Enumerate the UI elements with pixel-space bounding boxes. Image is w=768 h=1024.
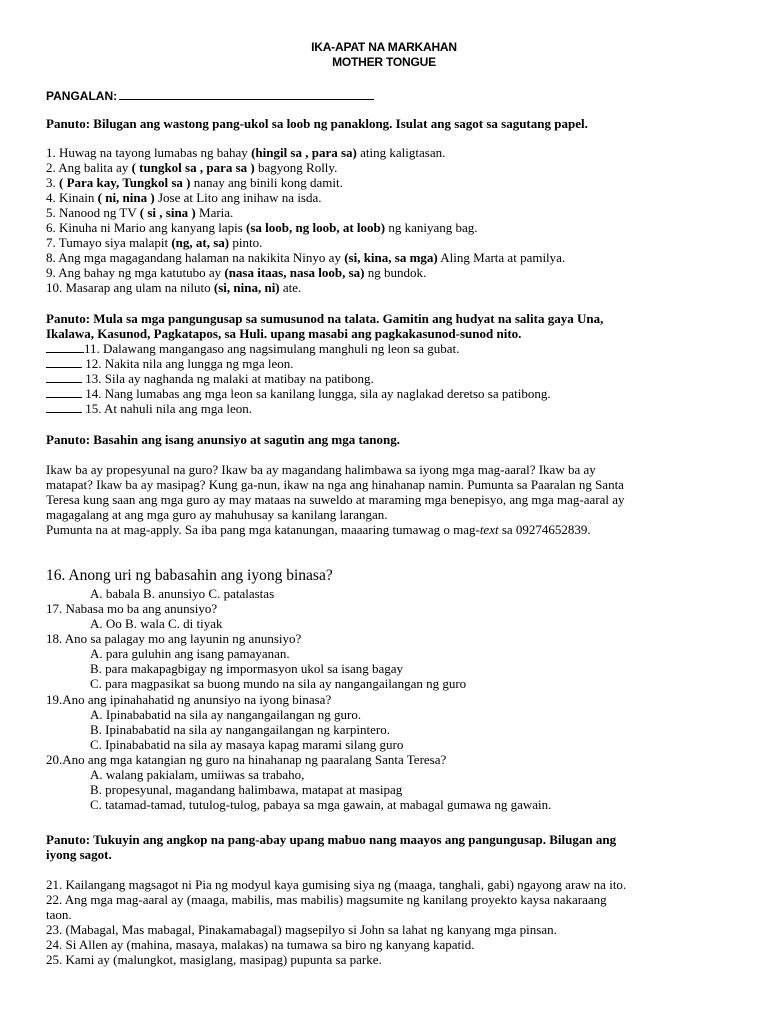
answer-blank[interactable] bbox=[46, 357, 82, 368]
section4-directions-line2: iyong sagot. bbox=[46, 847, 112, 862]
name-label: PANGALAN: bbox=[46, 89, 118, 103]
option-c: C. para magpasikat sa buong mundo na sila ay nangangailangan ng guro bbox=[90, 676, 467, 691]
list-item: 3. ( Para kay, Tungkol sa ) nanay ang binili kong damit. bbox=[46, 175, 343, 190]
question-22-cont: taon. bbox=[46, 907, 72, 922]
question-23: 23. (Mabagal, Mas mabagal, Pinakamabagal) magsepilyo si John sa lahat ng kanyang mga pinsan. bbox=[46, 922, 557, 937]
question-16: 16. Anong uri ng babasahin ang iyong binasa? bbox=[46, 567, 333, 584]
list-item: 12. Nakita nila ang lungga ng mga leon. bbox=[46, 356, 294, 371]
option-b: B. Ipinababatid na sila ay nangangailangan ng karpintero. bbox=[90, 722, 390, 737]
answer-blank[interactable] bbox=[46, 372, 82, 383]
quarter-title: IKA-APAT NA MARKAHAN bbox=[311, 40, 457, 54]
question-18: 18. Ano sa palagay mo ang layunin ng anunsiyo? bbox=[46, 631, 302, 646]
ad-line: magagalang at ang mga guro ay mahuhusay sa kanilang larangan. bbox=[46, 507, 388, 522]
question-25: 25. Kami ay (malungkot, masiglang, masipag) pupunta sa parke. bbox=[46, 952, 382, 967]
name-field[interactable] bbox=[46, 88, 374, 103]
list-item: 10. Masarap ang ulam na niluto (si, nina, ni) ate. bbox=[46, 280, 302, 295]
ad-line: matapat? Ikaw ba ay masipag? Kung ga-nun, ikaw na nga ang hinahanap namin. Pumunta sa Paaralan ng Santa bbox=[46, 477, 624, 492]
question-17-options: A. Oo B. wala C. di tiyak bbox=[90, 616, 223, 631]
option-a: A. para guluhin ang isang pamayanan. bbox=[90, 646, 290, 661]
section1-directions: Panuto: Bilugan ang wastong pang-ukol sa loob ng panaklong. Isulat ang sagot sa sagutang papel. bbox=[46, 116, 588, 131]
list-item: 15. At nahuli nila ang mga leon. bbox=[46, 401, 252, 416]
name-blank-line[interactable] bbox=[119, 88, 374, 100]
option-a: A. Ipinababatid na sila ay nangangailangan ng guro. bbox=[90, 707, 362, 722]
ad-line: Pumunta na at mag-apply. Sa iba pang mga katanungan, maaaring tumawag o mag-text sa 09274652839. bbox=[46, 522, 591, 537]
list-item: 6. Kinuha ni Mario ang kanyang lapis (sa loob, ng loob, at loob) ng kaniyang bag. bbox=[46, 220, 478, 235]
section4-directions-line1: Panuto: Tukuyin ang angkop na pang-abay upang mabuo nang maayos ang pangungusap. Bilugan ang bbox=[46, 832, 617, 847]
option-c: C. tatamad-tamad, tutulog-tulog, pabaya sa mga gawain, at mabagal gumawa ng gawain. bbox=[90, 797, 552, 812]
answer-blank[interactable] bbox=[46, 342, 84, 353]
option-a: A. walang pakialam, umiiwas sa trabaho, bbox=[90, 767, 305, 782]
option-c: C. Ipinababatid na sila ay masaya kapag marami silang guro bbox=[90, 737, 404, 752]
list-item: 11. Dalawang mangangaso ang nagsimulang manghuli ng leon sa gubat. bbox=[46, 341, 459, 356]
list-item: 8. Ang mga magagandang halaman na nakikita Ninyo ay (si, kina, sa mga) Aling Marta at pamilya. bbox=[46, 250, 566, 265]
section3-directions: Panuto: Basahin ang isang anunsiyo at sagutin ang mga tanong. bbox=[46, 432, 400, 447]
list-item: 9. Ang bahay ng mga katutubo ay (nasa itaas, nasa loob, sa) ng bundok. bbox=[46, 265, 427, 280]
option-b: B. propesyunal, magandang halimbawa, matapat at masipag bbox=[90, 782, 403, 797]
list-item: 5. Nanood ng TV ( si , sina ) Maria. bbox=[46, 205, 234, 220]
section2-directions-line1: Panuto: Mula sa mga pangungusap sa sumusunod na talata. Gamitin ang hudyat na salita gaya Una, bbox=[46, 311, 604, 326]
question-19: 19.Ano ang ipinahahatid ng anunsiyo na iyong binasa? bbox=[46, 692, 332, 707]
answer-blank[interactable] bbox=[46, 387, 82, 398]
question-21: 21. Kailangang magsagot ni Pia ng modyul kaya gumising siya ng (maaga, tanghali, gabi) ngayong araw na ito. bbox=[46, 877, 627, 892]
question-20: 20.Ano ang mga katangian ng guro na hinahanap ng paaralang Santa Teresa? bbox=[46, 752, 447, 767]
list-item: 14. Nang lumabas ang mga leon sa kanilang lungga, sila ay naglakad deretso sa patibong. bbox=[46, 386, 551, 401]
list-item: 7. Tumayo siya malapit (ng, at, sa) pinto. bbox=[46, 235, 263, 250]
list-item: 13. Sila ay naghanda ng malaki at matibay na patibong. bbox=[46, 371, 374, 386]
question-22: 22. Ang mga mag-aaral ay (maaga, mabilis, mas mabilis) magsumite ng kanilang proyekto kaysa nakaraang bbox=[46, 892, 607, 907]
question-24: 24. Si Allen ay (mahina, masaya, malakas) na tumawa sa biro ng kanyang kapatid. bbox=[46, 937, 475, 952]
subject-title: MOTHER TONGUE bbox=[332, 55, 436, 69]
section2-directions-line2: Ikalawa, Kasunod, Pagkatapos, sa Huli. upang masabi ang pagkakasunod-sunod nito. bbox=[46, 326, 522, 341]
answer-blank[interactable] bbox=[46, 402, 82, 413]
list-item: 4. Kinain ( ni, nina ) Jose at Lito ang inihaw na isda. bbox=[46, 190, 322, 205]
list-item: 1. Huwag na tayong lumabas ng bahay (hingil sa , para sa) ating kaligtasan. bbox=[46, 145, 446, 160]
option-b: B. para makapagbigay ng impormasyon ukol sa isang bagay bbox=[90, 661, 404, 676]
question-17: 17. Nabasa mo ba ang anunsiyo? bbox=[46, 601, 218, 616]
ad-line: Teresa kung saan ang mga guro ay may mataas na suweldo at maraming mga benepisyo, ang mga mag-aaral ay bbox=[46, 492, 625, 507]
ad-line: Ikaw ba ay propesyunal na guro? Ikaw ba ay magandang halimbawa sa iyong mga mag-aaral? Ikaw ba ay bbox=[46, 462, 596, 477]
question-16-options: A. babala B. anunsiyo C. patalastas bbox=[90, 586, 275, 601]
list-item: 2. Ang balita ay ( tungkol sa , para sa ) bagyong Rolly. bbox=[46, 160, 338, 175]
